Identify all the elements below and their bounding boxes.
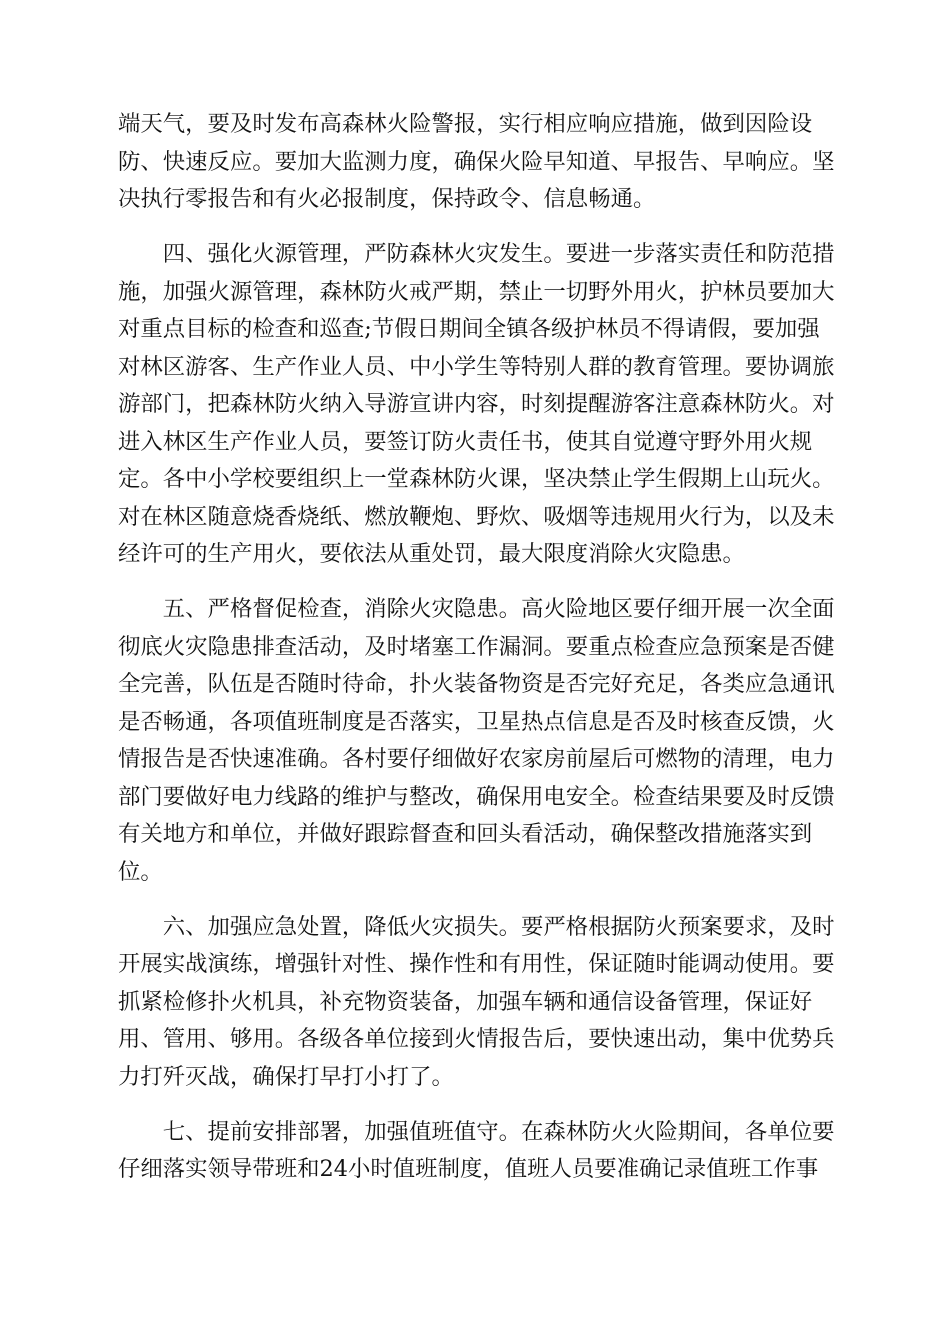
text-line: 七、提前安排部署，加强值班值守。在森林防火火险期间，各单位要 — [118, 1118, 835, 1145]
text-line: 端天气，要及时发布高森林火险警报，实行相应响应措施，做到因险设 — [118, 111, 813, 137]
text-line: 仔细落实领导带班和24小时值班制度，值班人员要准确记录值班工作事 — [118, 1156, 819, 1182]
document-page — [118, 106, 838, 1189]
text-line: 是否畅通，各项值班制度是否落实，卫星热点信息是否及时核查反馈，火 — [118, 708, 835, 735]
paragraph-spacer — [118, 219, 838, 237]
text-line: 五、严格督促检查，消除火灾隐患。高火险地区要仔细开展一次全面 — [118, 596, 835, 622]
text-line: 对林区游客、生产作业人员、中小学生等特别人群的教育管理。要协调旅 — [118, 353, 835, 380]
text-line: 六、加强应急处置，降低火灾损失。要严格根据防火预案要求，及时 — [118, 913, 835, 940]
paragraph-weather-alert — [118, 106, 838, 219]
text-line: 全完善，队伍是否随时待命，扑火装备物资是否完好充足，各类应急通讯 — [118, 671, 835, 697]
text-line: 对重点目标的检查和巡查;节假日期间全镇各级护林员不得请假，要加强 — [118, 316, 820, 342]
text-line: 部门要做好电力线路的维护与整改，确保用电安全。检查结果要及时反馈 — [118, 783, 835, 810]
text-line: 有关地方和单位，并做好跟踪督查和回头看活动，确保整改措施落实到 — [118, 821, 813, 847]
text-line: 抓紧检修扑火机具，补充物资装备，加强车辆和通信设备管理，保证好 — [118, 988, 813, 1015]
text-line: 游部门，把森林防火纳入导游宣讲内容，时刻提醒游客注意森林防火。对 — [118, 391, 835, 417]
paragraph-section-seven — [118, 1114, 838, 1189]
text-line: 力打歼灭战，确保打早打小打了。 — [118, 1063, 454, 1090]
text-line: 施，加强火源管理，森林防火戒严期，禁止一切野外用火，护林员要加大 — [118, 278, 835, 305]
text-line: 防、快速反应。要加大监测力度，确保火险早知道、早报告、早响应。坚 — [118, 148, 835, 175]
text-line: 经许可的生产用火，要依法从重处罚，最大限度消除火灾隐患。 — [118, 541, 745, 567]
paragraph-spacer — [118, 574, 838, 592]
paragraph-section-five — [118, 591, 838, 891]
text-line: 定。各中小学校要组织上一堂森林防火课，坚决禁止学生假期上山玩火。 — [118, 466, 835, 492]
text-line: 进入林区生产作业人员，要签订防火责任书，使其自觉遵守野外用火规 — [118, 428, 813, 455]
text-line: 位。 — [118, 858, 163, 885]
text-line: 决执行零报告和有火必报制度，保持政令、信息畅通。 — [118, 186, 656, 212]
paragraph-spacer — [118, 1096, 838, 1114]
paragraph-section-four — [118, 236, 838, 574]
paragraph-section-six — [118, 909, 838, 1097]
text-line: 四、强化火源管理，严防森林火灾发生。要进一步落实责任和防范措 — [118, 241, 835, 267]
text-line: 彻底火灾隐患排查活动，及时堵塞工作漏洞。要重点检查应急预案是否健 — [118, 633, 835, 660]
text-line: 情报告是否快速准确。各村要仔细做好农家房前屋后可燃物的清理，电力 — [118, 746, 835, 772]
paragraph-spacer — [118, 891, 838, 909]
text-line: 对在林区随意烧香烧纸、燃放鞭炮、野炊、吸烟等违规用火行为，以及未 — [118, 503, 835, 530]
text-line: 开展实战演练，增强针对性、操作性和有用性，保证随时能调动使用。要 — [118, 951, 835, 977]
text-line: 用、管用、够用。各级各单位接到火情报告后，要快速出动，集中优势兵 — [118, 1026, 835, 1052]
